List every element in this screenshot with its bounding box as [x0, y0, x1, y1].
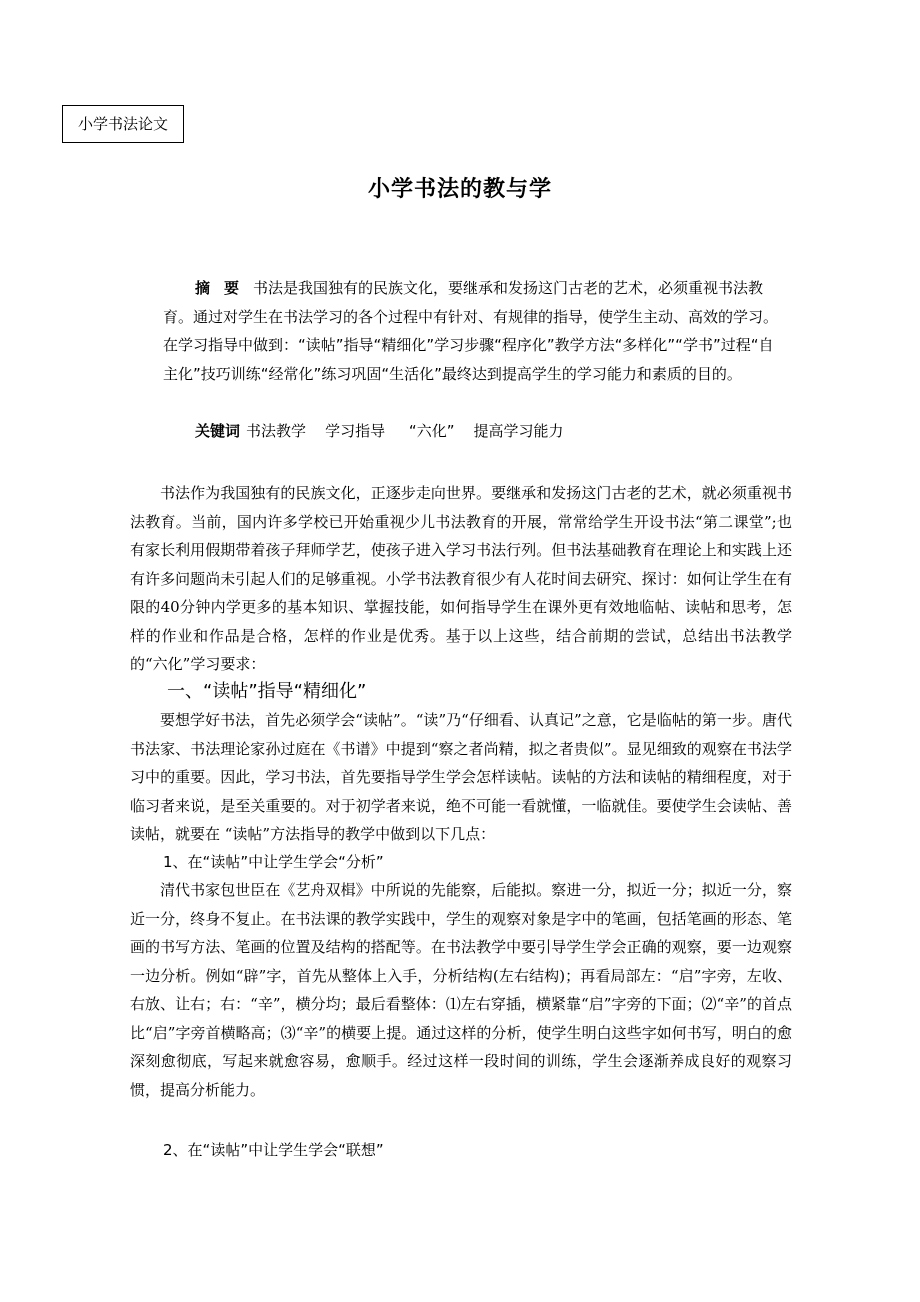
subsection1-paragraph: 清代书家包世臣在《艺舟双楫》中所说的先能察，后能拟。察进一分，拟近一分；拟近一分，察近一分，终身不复止。在书法课的教学实践中，学生的观察对象是字中的笔画，包括笔画的形态、笔画的书写方法、笔画的位置及结构的搭配等。在书法教学中要引导学生学会正确的观察，要一边观察一边分析。例如“辟”字，首先从整体上入手，分析结构(左右结构)；再看局部左：“启”字旁，左收、右放、让右；右：“辛”，横分均；最后看整体：⑴左右穿插，横紧靠“启”字旁的下面；⑵“辛”的首点比“启”字旁首横略高；⑶“辛”的横要上提。通过这样的分析，使学生明白这些字如何书写，明白的愈深刻愈彻底，写起来就愈容易，愈顺手。经过这样一段时间的训练，学生会逐渐养成良好的观察习惯，提高分析能力。: [130, 881, 792, 1099]
document-title: 小学书法的教与学: [367, 177, 552, 202]
keywords-line: [195, 417, 795, 445]
subheading-1: 1、在“读帖”中让学生学会“分析”: [163, 853, 384, 871]
keywords-list: 书法教学 学习指导 “六化” 提高学习能力: [246, 422, 564, 440]
abstract-paragraph: [163, 274, 788, 388]
abstract-text: 书法是我国独有的民族文化，要继承和发扬这门古老的艺术，必须重视书法教育。通过对学生在书法学习的各个过程中有针对、有规律的指导，使学生主动、高效的学习。在学习指导中做到：“读帖”指导“精细化”学习步骤“程序化”教学方法“多样化”“学书”过程“自主化”技巧训练“经常化”练习巩固“生活化”最终达到提高学生的学习能力和素质的目的。: [163, 279, 779, 383]
keywords-label: 关键词: [195, 422, 241, 440]
intro-paragraph: 书法作为我国独有的民族文化，正逐步走向世界。要继承和发扬这门古老的艺术，就必须重视书法教育。当前，国内许多学校已开始重视少儿书法教育的开展，常常给学生开设书法“第二课堂”;也有家长利用假期带着孩子拜师学艺，使孩子进入学习书法行列。但书法基础教育在理论上和实践上还有许多问题尚未引起人们的足够重视。小学书法教育很少有人花时间去研究、探讨：如何让学生在有限的40分钟内学更多的基本知识、掌握技能，如何指导学生在课外更有效地临帖、读帖和思考，怎样的作业和作品是合格，怎样的作业是优秀。基于以上这些，结合前期的尝试，总结出书法教学的“六化”学习要求：: [130, 484, 792, 673]
section1-paragraph: 要想学好书法，首先必须学会“读帖”。“读”乃“仔细看、认真记”之意，它是临帖的第一步。唐代书法家、书法理论家孙过庭在《书谱》中提到“察之者尚精，拟之者贵似”。显见细致的观察在书法学习中的重要。因此，学习书法，首先要指导学生学会怎样读帖。读帖的方法和读帖的精细程度，对于临习者来说，是至关重要的。对于初学者来说，绝不可能一看就懂，一临就佳。要使学生会读帖、善读帖，就要在 “读帖”方法指导的教学中做到以下几点：: [130, 711, 792, 843]
section-heading-1: 一、“读帖”指导“精细化”: [167, 681, 367, 702]
category-tag-box: 小学书法论文: [62, 105, 184, 143]
abstract-label: 摘要: [195, 279, 254, 297]
subheading-2: 2、在“读帖”中让学生学会“联想”: [163, 1141, 384, 1159]
